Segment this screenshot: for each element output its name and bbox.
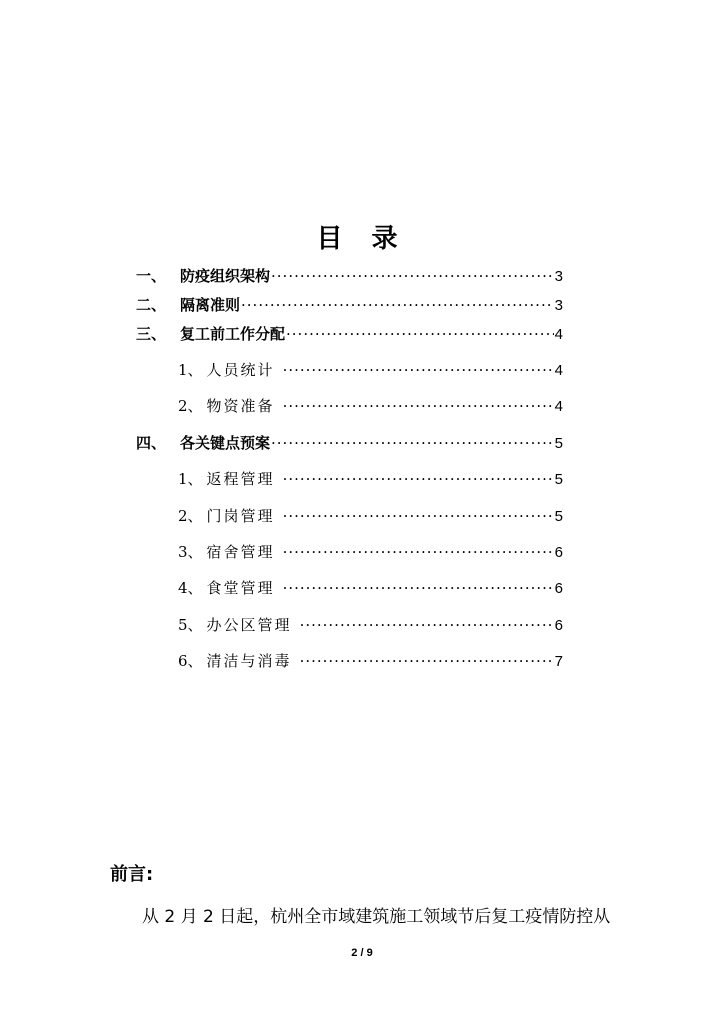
toc-entry[interactable] — [136, 294, 563, 316]
toc-entry-number: 6、 — [178, 652, 203, 670]
toc-subentry[interactable] — [178, 541, 563, 563]
toc-entry-title: 人员统计 — [206, 361, 275, 379]
toc-dot-leader — [286, 323, 554, 345]
toc-entry-page: 7 — [554, 653, 563, 670]
toc-entry-title: 食堂管理 — [206, 579, 275, 597]
toc-dot-leader — [283, 577, 554, 599]
toc-entry-number: 四、 — [136, 434, 167, 452]
toc-entry-title: 宿舍管理 — [206, 543, 275, 561]
toc-entry-number: 2、 — [178, 397, 203, 415]
toc-entry-number: 2、 — [178, 507, 203, 525]
toc-subentry[interactable] — [178, 468, 563, 490]
toc-entry-number: 3、 — [178, 543, 203, 561]
toc-entry[interactable] — [136, 323, 563, 345]
toc-entry[interactable] — [136, 432, 563, 454]
toc-entry-page: 4 — [554, 362, 563, 379]
toc-dot-leader — [300, 650, 554, 672]
toc-dot-leader — [283, 541, 554, 563]
toc-entry[interactable] — [136, 265, 563, 287]
toc-subentry[interactable] — [178, 359, 563, 381]
toc-entry-title: 隔离准则 — [180, 296, 241, 314]
toc-dot-leader — [300, 614, 554, 636]
toc-entry-page: 6 — [554, 580, 563, 597]
toc-entry-page: 4 — [554, 398, 563, 415]
toc-subentry[interactable] — [178, 650, 563, 672]
toc-entry-page: 6 — [554, 544, 563, 561]
toc-entry-page: 3 — [554, 268, 563, 285]
toc-entry-page: 4 — [554, 326, 563, 343]
preface-heading: 前言: — [110, 864, 154, 885]
toc-entry-page: 5 — [554, 435, 563, 452]
toc-entry-number: 1、 — [178, 361, 203, 379]
toc-entry-title: 复工前工作分配 — [180, 325, 286, 343]
toc-entry-title: 办公区管理 — [206, 616, 292, 634]
toc-entry-title: 返程管理 — [206, 470, 275, 488]
toc-entry-number: 三、 — [136, 325, 167, 343]
toc-entry-page: 3 — [554, 297, 563, 314]
toc-dot-leader — [271, 432, 554, 454]
page-indicator: 2 / 9 — [351, 947, 373, 959]
toc-dot-leader — [283, 468, 554, 490]
toc-entry-number: 5、 — [178, 616, 203, 634]
toc-entry-page: 5 — [554, 508, 563, 525]
toc-dot-leader — [283, 505, 554, 527]
toc-entry-title: 物资准备 — [206, 397, 275, 415]
toc-entry-title: 门岗管理 — [206, 507, 275, 525]
toc-title: 目 录 — [316, 224, 408, 254]
toc-subentry[interactable] — [178, 395, 563, 417]
toc-subentry[interactable] — [178, 614, 563, 636]
toc-entry-number: 二、 — [136, 296, 167, 314]
toc-entry-number: 一、 — [136, 267, 167, 285]
toc-subentry[interactable] — [178, 505, 563, 527]
preface-paragraph: 从 2 月 2 日起，杭州全市域建筑施工领域节后复工疫情防控从 — [142, 907, 611, 927]
toc-dot-leader — [283, 359, 554, 381]
toc-subentry[interactable] — [178, 577, 563, 599]
toc-entry-title: 各关键点预案 — [180, 434, 271, 452]
toc-entry-title: 防疫组织架构 — [180, 267, 271, 285]
toc-entry-number: 4、 — [178, 579, 203, 597]
toc-entry-page: 5 — [554, 471, 563, 488]
toc-dot-leader — [283, 395, 554, 417]
toc-entry-page: 6 — [554, 617, 563, 634]
toc-dot-leader — [241, 294, 554, 316]
toc-dot-leader — [271, 265, 554, 287]
toc-entry-number: 1、 — [178, 470, 203, 488]
toc-entry-title: 清洁与消毒 — [206, 652, 292, 670]
